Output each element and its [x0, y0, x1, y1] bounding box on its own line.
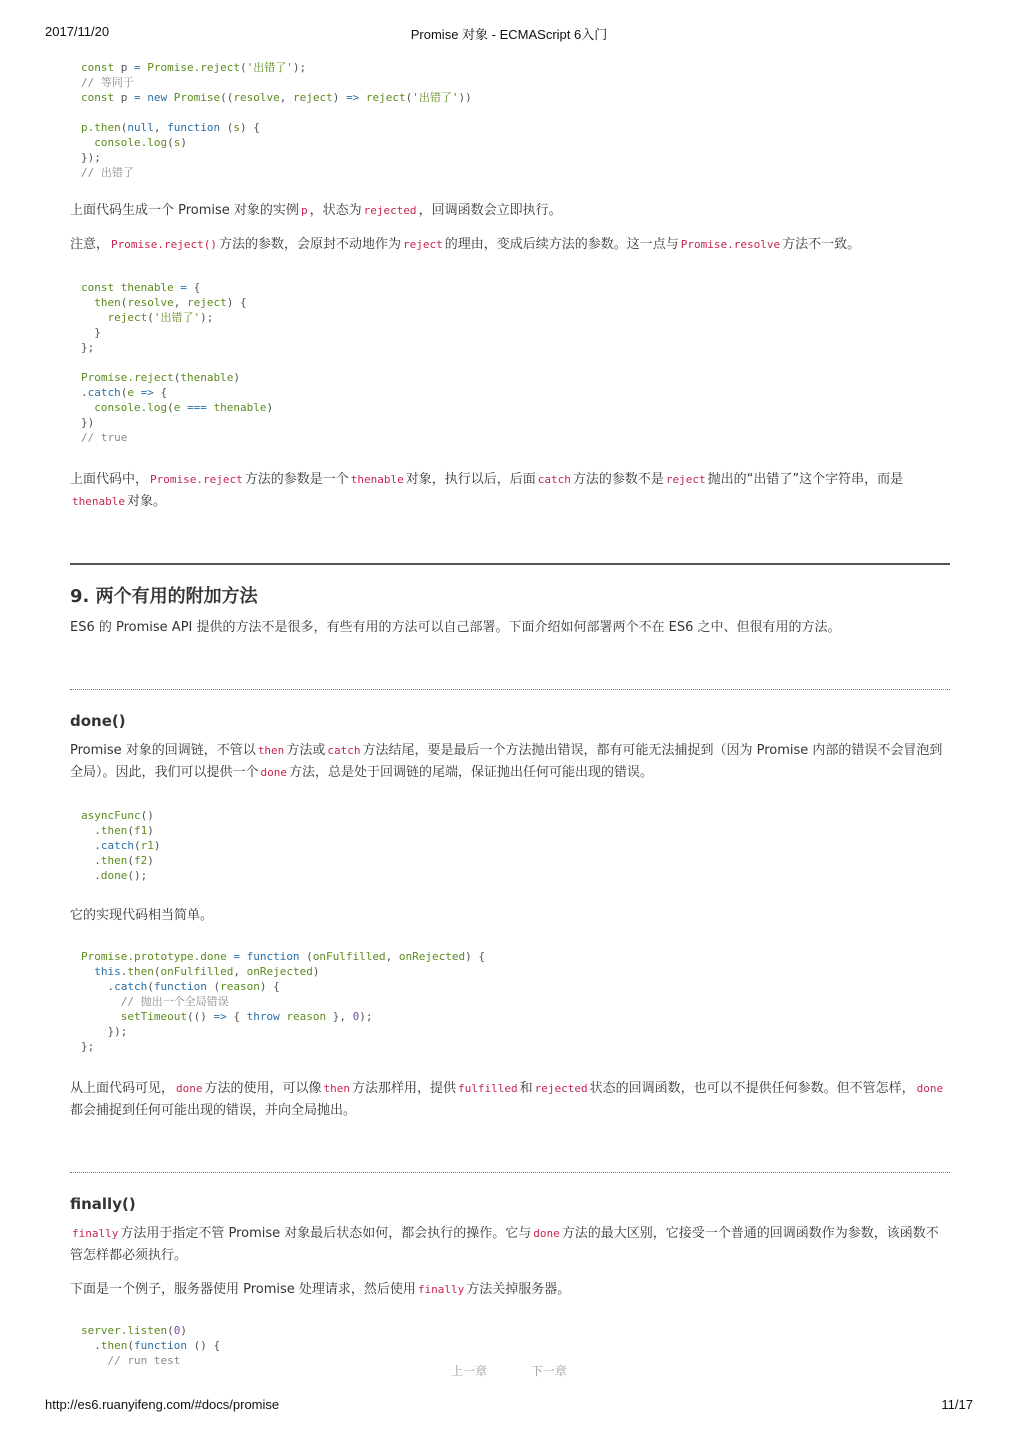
code-block-done-usage: asyncFunc() .then(f1) .catch(r1) .then(f2) .done();: [70, 804, 950, 887]
page-footer: [45, 1397, 973, 1415]
paragraph-reject-explain: 上面代码生成一个 Promise 对象的实例 p ，状态为 rejected ，回调函数会立即执行。: [70, 203, 562, 218]
paragraph-done-impl: 它的实现代码相当简单。: [70, 908, 214, 923]
code-block-thenable: const thenable = { then(resolve, reject) { reject('出错了'); } }; Promise.reject(thenable) .catch(e => { console.log(e === thenable) }) // true: [70, 276, 950, 449]
paragraph-done-intro: Promise 对象的回调链，不管以 then 方法或 catch 方法结尾，要是最后一个方法抛出错误，都有可能无法捕捉到（因为 Promise 内部的错误不会冒泡到全局）。因此，我们可以提供一个 done 方法，总是处于回调链的尾端，保证抛出任何可能出现的错误。: [70, 743, 943, 780]
paragraph-finally-intro: finally 方法用于指定不管 Promise 对象最后状态如何，都会执行的操作。它与 done 方法的最大区别，它接受一个普通的回调函数作为参数，该函数不管怎样都必须执行。: [70, 1226, 939, 1263]
paragraph-done-explain: 从上面代码可见， done 方法的使用，可以像 then 方法那样用，提供 fulfilled 和 rejected 状态的回调函数，也可以不提供任何参数。但不管怎样， done都会捕捉到任何可能出现的错误，并向全局抛出。: [70, 1081, 944, 1118]
section-heading: 9. 两个有用的附加方法: [70, 586, 258, 607]
prev-chapter-link[interactable]: 上一章: [451, 1364, 488, 1378]
page-header: [45, 24, 973, 42]
subsection-heading-done: done(): [70, 712, 126, 730]
paragraph-thenable-explain: 上面代码中， Promise.reject 方法的参数是一个 thenable 对象，执行以后，后面 catch 方法的参数不是 reject 抛出的“出错了”这个字符串，而是thenable 对象。: [70, 472, 904, 509]
code-block-reject: const p = Promise.reject('出错了'); // 等同于 const p = new Promise((resolve, reject) => reject('出错了')) p.then(null, function (s) { console.log(s) }); // 出错了: [70, 56, 950, 184]
document-content: [70, 56, 950, 1372]
page-number: 11/17: [941, 1397, 973, 1412]
page-url: http://es6.ruanyifeng.com/#docs/promise: [45, 1397, 280, 1412]
page-title: Promise 对象 - ECMAScript 6入门: [410, 27, 608, 42]
code-block-done-impl: Promise.prototype.done = function (onFulfilled, onRejected) { this.then(onFulfilled, onRejected) .catch(function (reason) { // 抛出一个全局错误 setTimeout(() => { throw reason }, 0); }); };: [70, 945, 950, 1058]
code-block-finally: server.listen(0) .then(function () { // run test: [70, 1319, 950, 1372]
print-date: 2017/11/20: [45, 24, 110, 39]
subsection-heading-finally: finally(): [70, 1195, 136, 1213]
paragraph-finally-example: 下面是一个例子，服务器使用 Promise 处理请求，然后使用 finally 方法关掉服务器。: [70, 1282, 571, 1297]
next-chapter-link[interactable]: 下一章: [530, 1364, 567, 1378]
section-intro: ES6 的 Promise API 提供的方法不是很多，有些有用的方法可以自己部署。下面介绍如何部署两个不在 ES6 之中、但很有用的方法。: [70, 620, 841, 635]
chapter-pager: [0, 1362, 1018, 1379]
paragraph-reject-note: 注意， Promise.reject() 方法的参数，会原封不动地作为 reject 的理由，变成后续方法的参数。这一点与 Promise.resolve 方法不一致。: [70, 237, 861, 252]
